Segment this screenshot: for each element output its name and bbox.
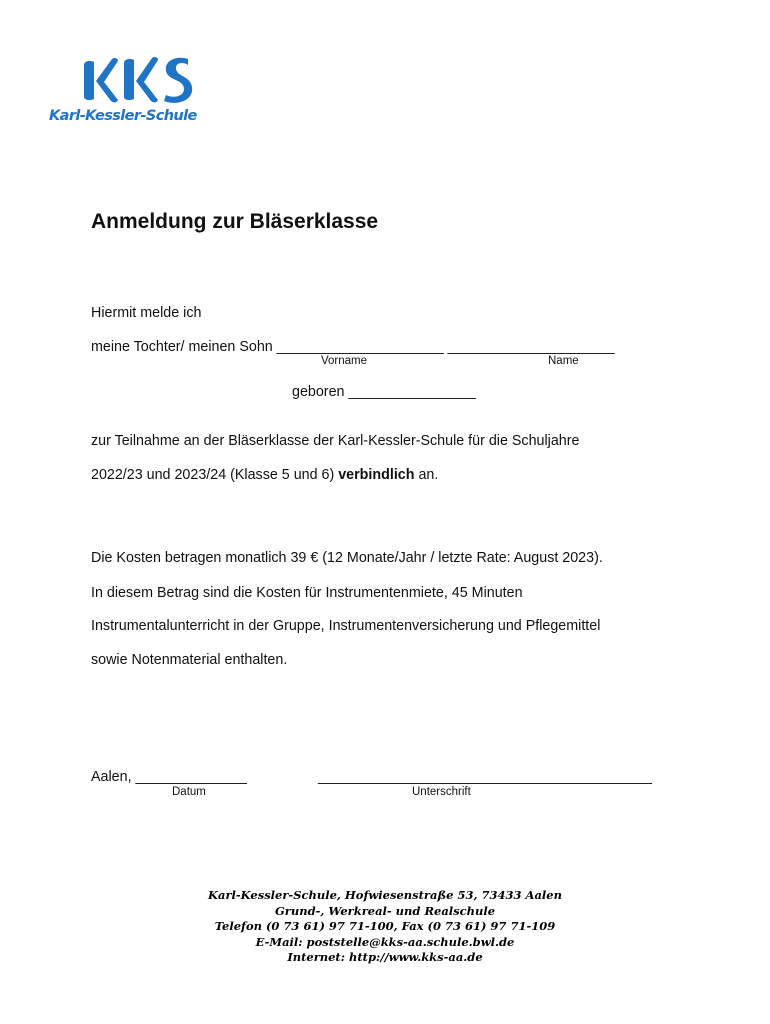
- vorname-label: Vorname: [321, 355, 368, 367]
- birthdate-line: geboren ________________: [292, 384, 476, 400]
- participation-suffix: an.: [414, 467, 439, 483]
- costs-text-line4: sowie Notenmaterial enthalten.: [91, 652, 288, 668]
- child-name-line: meine Tochter/ meinen Sohn _____________________ _____________________: [91, 339, 615, 355]
- signature-line: __________________________________________: [318, 769, 652, 785]
- intro-text: Hiermit melde ich: [91, 305, 202, 321]
- name-label: Name: [548, 355, 579, 367]
- footer-address-block: [0, 888, 770, 966]
- binding-emphasis: verbindlich: [338, 467, 415, 483]
- participation-prefix: 2022/23 und 2023/24 (Klasse 5 und 6): [91, 467, 339, 483]
- footer-email: E-Mail: poststelle@kks-aa.schule.bwl.de: [255, 934, 515, 949]
- logo-school-name: Karl-Kessler-Schule: [49, 108, 197, 124]
- participation-text-line2: [91, 467, 438, 483]
- school-logo: [48, 50, 198, 130]
- date-label: Datum: [172, 786, 206, 798]
- costs-text-line1: Die Kosten betragen monatlich 39 € (12 Monate/Jahr / letzte Rate: August 2023).: [91, 550, 603, 566]
- signature-label: Unterschrift: [412, 786, 471, 798]
- footer-website: Internet: http://www.kks-aa.de: [287, 950, 483, 964]
- participation-text-line1: zur Teilnahme an der Bläserklasse der Karl-Kessler-Schule für die Schuljahre: [91, 433, 580, 449]
- page-title: Anmeldung zur Bläserklasse: [91, 210, 379, 233]
- costs-text-line3: Instrumentalunterricht in der Gruppe, Instrumentenversicherung und Pflegemittel: [91, 618, 601, 634]
- footer-phone-fax: Telefon (0 73 61) 97 71-100, Fax (0 73 61) 97 71-109: [214, 919, 556, 933]
- footer-address: Karl-Kessler-Schule, Hofwiesenstraße 53, 73433 Aalen: [208, 888, 562, 902]
- place-date-line: Aalen, ______________: [91, 769, 247, 785]
- footer-school-type: Grund-, Werkreal- und Realschule: [274, 903, 496, 918]
- kks-logo-graphic: [80, 53, 204, 105]
- costs-text-line2: In diesem Betrag sind die Kosten für Instrumentenmiete, 45 Minuten: [91, 585, 523, 601]
